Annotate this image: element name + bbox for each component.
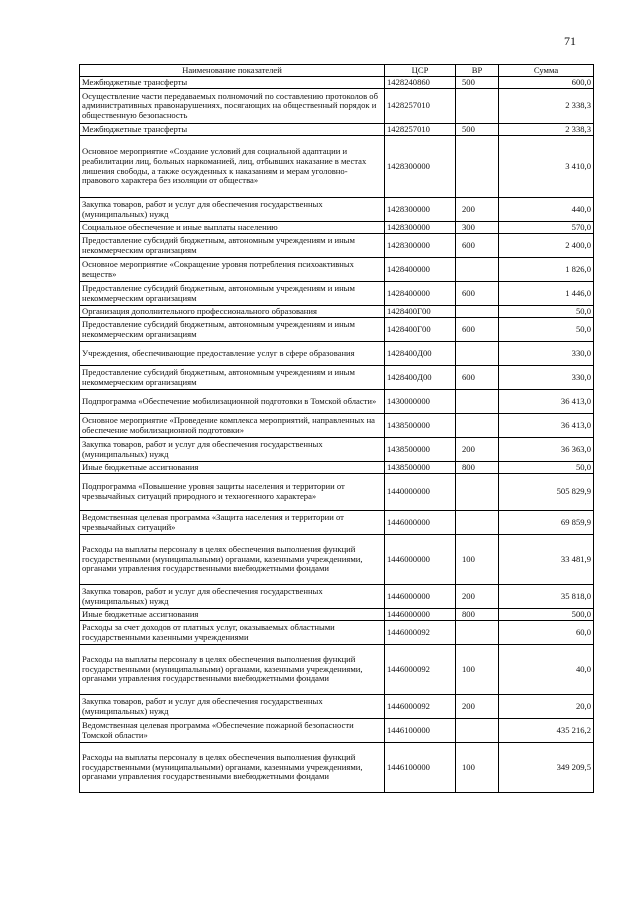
cell-name: Расходы на выплаты персоналу в целях обеспечения выполнения функций государственными (муниципальными) органами, казенными учреждениями, органами управления государственными внебюджетными фондами — [80, 743, 385, 793]
cell-vr: 800 — [456, 609, 499, 621]
table-row — [80, 511, 594, 535]
cell-sum: 40,0 — [499, 645, 594, 695]
cell-csr: 1446000092 — [385, 695, 456, 719]
cell-vr — [456, 89, 499, 124]
cell-vr: 600 — [456, 234, 499, 258]
cell-csr: 1428400Г00 — [385, 318, 456, 342]
table-row — [80, 609, 594, 621]
cell-name: Основное мероприятие «Проведение комплекса мероприятий, направленных на обеспечение мобилизационной подготовки» — [80, 414, 385, 438]
table-row — [80, 474, 594, 511]
table-row — [80, 695, 594, 719]
cell-vr — [456, 136, 499, 198]
cell-name: Предоставление субсидий бюджетным, автономным учреждениям и иным некоммерческим организациям — [80, 366, 385, 390]
cell-csr: 1446000000 — [385, 585, 456, 609]
cell-csr: 1446000000 — [385, 511, 456, 535]
cell-vr: 600 — [456, 282, 499, 306]
cell-csr: 1428400Д00 — [385, 366, 456, 390]
table-row — [80, 390, 594, 414]
table-header — [80, 65, 594, 77]
cell-sum: 2 338,3 — [499, 124, 594, 136]
cell-sum: 50,0 — [499, 462, 594, 474]
cell-sum: 505 829,9 — [499, 474, 594, 511]
cell-vr: 100 — [456, 535, 499, 585]
cell-vr — [456, 511, 499, 535]
cell-vr: 200 — [456, 438, 499, 462]
cell-csr: 1428400000 — [385, 258, 456, 282]
table-row — [80, 719, 594, 743]
table-row — [80, 136, 594, 198]
table-row — [80, 585, 594, 609]
cell-sum: 50,0 — [499, 318, 594, 342]
cell-vr — [456, 258, 499, 282]
cell-name: Осуществление части передаваемых полномочий по составлению протоколов об административных правонарушениях, посягающих на общественный порядок и общественную безопасность — [80, 89, 385, 124]
table-row — [80, 282, 594, 306]
table-row — [80, 318, 594, 342]
cell-csr: 1446000000 — [385, 609, 456, 621]
cell-vr — [456, 719, 499, 743]
header-name: Наименование показателей — [80, 65, 385, 77]
table-row — [80, 234, 594, 258]
cell-name: Учреждения, обеспечивающие предоставление услуг в сфере образования — [80, 342, 385, 366]
cell-csr: 1438500000 — [385, 462, 456, 474]
cell-sum: 36 413,0 — [499, 390, 594, 414]
cell-vr: 200 — [456, 198, 499, 222]
cell-sum: 69 859,9 — [499, 511, 594, 535]
cell-name: Межбюджетные трансферты — [80, 77, 385, 89]
header-vr: ВР — [456, 65, 499, 77]
cell-csr: 1446100000 — [385, 719, 456, 743]
cell-name: Подпрограмма «Повышение уровня защиты населения и территории от чрезвычайных ситуаций природного и техногенного характера» — [80, 474, 385, 511]
table-row — [80, 306, 594, 318]
cell-name: Предоставление субсидий бюджетным, автономным учреждениям и иным некоммерческим организациям — [80, 282, 385, 306]
table-row — [80, 222, 594, 234]
cell-sum: 330,0 — [499, 342, 594, 366]
cell-vr — [456, 306, 499, 318]
cell-csr: 1428300000 — [385, 198, 456, 222]
cell-name: Социальное обеспечение и иные выплаты населению — [80, 222, 385, 234]
cell-sum: 500,0 — [499, 609, 594, 621]
cell-sum: 36 413,0 — [499, 414, 594, 438]
cell-name: Иные бюджетные ассигнования — [80, 462, 385, 474]
table-row — [80, 438, 594, 462]
cell-csr: 1428240860 — [385, 77, 456, 89]
cell-name: Закупка товаров, работ и услуг для обеспечения государственных (муниципальных) нужд — [80, 585, 385, 609]
cell-vr: 100 — [456, 743, 499, 793]
cell-csr: 1428300000 — [385, 222, 456, 234]
cell-name: Закупка товаров, работ и услуг для обеспечения государственных (муниципальных) нужд — [80, 438, 385, 462]
cell-csr: 1428400Г00 — [385, 306, 456, 318]
cell-name: Расходы на выплаты персоналу в целях обеспечения выполнения функций государственными (муниципальными) органами, казенными учреждениями, органами управления государственными внебюджетными фондами — [80, 645, 385, 695]
table-row — [80, 645, 594, 695]
cell-sum: 20,0 — [499, 695, 594, 719]
cell-csr: 1428300000 — [385, 234, 456, 258]
cell-csr: 1428400Д00 — [385, 342, 456, 366]
cell-vr — [456, 621, 499, 645]
cell-vr: 800 — [456, 462, 499, 474]
header-sum: Сумма — [499, 65, 594, 77]
cell-vr: 500 — [456, 124, 499, 136]
cell-name: Основное мероприятие «Создание условий для социальной адаптации и реабилитации лиц, больных наркоманией, лиц, отбывших наказание в местах лишения свободы, а также осужденных к наказаниям и мерам уголовно-правового характера без изоляции от общества» — [80, 136, 385, 198]
cell-vr — [456, 474, 499, 511]
cell-sum: 570,0 — [499, 222, 594, 234]
cell-sum: 2 400,0 — [499, 234, 594, 258]
budget-table — [79, 64, 594, 793]
cell-name: Ведомственная целевая программа «Обеспечение пожарной безопасности Томской области» — [80, 719, 385, 743]
cell-name: Закупка товаров, работ и услуг для обеспечения государственных (муниципальных) нужд — [80, 198, 385, 222]
cell-vr: 600 — [456, 366, 499, 390]
cell-csr: 1428257010 — [385, 89, 456, 124]
cell-vr — [456, 342, 499, 366]
cell-csr: 1440000000 — [385, 474, 456, 511]
cell-csr: 1446000092 — [385, 621, 456, 645]
cell-sum: 435 216,2 — [499, 719, 594, 743]
cell-name: Расходы на выплаты персоналу в целях обеспечения выполнения функций государственными (муниципальными) органами, казенными учреждениями, органами управления государственными внебюджетными фондами — [80, 535, 385, 585]
cell-name: Иные бюджетные ассигнования — [80, 609, 385, 621]
cell-csr: 1428400000 — [385, 282, 456, 306]
cell-sum: 33 481,9 — [499, 535, 594, 585]
cell-csr: 1428257010 — [385, 124, 456, 136]
table-row — [80, 198, 594, 222]
cell-name: Основное мероприятие «Сокращение уровня потребления психоактивных веществ» — [80, 258, 385, 282]
cell-name: Ведомственная целевая программа «Защита населения и территории от чрезвычайных ситуаций» — [80, 511, 385, 535]
table-row — [80, 462, 594, 474]
table-row — [80, 124, 594, 136]
table-row — [80, 366, 594, 390]
header-row — [80, 65, 594, 77]
cell-csr: 1438500000 — [385, 414, 456, 438]
cell-csr: 1430000000 — [385, 390, 456, 414]
cell-vr: 100 — [456, 645, 499, 695]
cell-vr: 300 — [456, 222, 499, 234]
table-body — [80, 77, 594, 793]
cell-name: Предоставление субсидий бюджетным, автономным учреждениям и иным некоммерческим организациям — [80, 234, 385, 258]
cell-name: Межбюджетные трансферты — [80, 124, 385, 136]
cell-vr: 200 — [456, 695, 499, 719]
table-row — [80, 342, 594, 366]
cell-sum: 1 826,0 — [499, 258, 594, 282]
cell-vr: 200 — [456, 585, 499, 609]
table-row — [80, 414, 594, 438]
cell-sum: 35 818,0 — [499, 585, 594, 609]
cell-sum: 3 410,0 — [499, 136, 594, 198]
cell-vr: 500 — [456, 77, 499, 89]
cell-name: Расходы за счет доходов от платных услуг, оказываемых областными государственными казенными учреждениями — [80, 621, 385, 645]
cell-sum: 36 363,0 — [499, 438, 594, 462]
cell-vr: 600 — [456, 318, 499, 342]
cell-name: Предоставление субсидий бюджетным, автономным учреждениям и иным некоммерческим организациям — [80, 318, 385, 342]
table-row — [80, 743, 594, 793]
cell-name: Организация дополнительного профессионального образования — [80, 306, 385, 318]
table-row — [80, 77, 594, 89]
cell-csr: 1446000000 — [385, 535, 456, 585]
cell-csr: 1438500000 — [385, 438, 456, 462]
cell-vr — [456, 390, 499, 414]
cell-csr: 1446100000 — [385, 743, 456, 793]
table-row — [80, 89, 594, 124]
cell-sum: 60,0 — [499, 621, 594, 645]
cell-csr: 1446000092 — [385, 645, 456, 695]
cell-sum: 50,0 — [499, 306, 594, 318]
cell-sum: 349 209,5 — [499, 743, 594, 793]
cell-vr — [456, 414, 499, 438]
cell-csr: 1428300000 — [385, 136, 456, 198]
header-csr: ЦСР — [385, 65, 456, 77]
cell-name: Закупка товаров, работ и услуг для обеспечения государственных (муниципальных) нужд — [80, 695, 385, 719]
cell-sum: 440,0 — [499, 198, 594, 222]
cell-sum: 2 338,3 — [499, 89, 594, 124]
cell-name: Подпрограмма «Обеспечение мобилизационной подготовки в Томской области» — [80, 390, 385, 414]
page-number: 71 — [564, 34, 576, 48]
table-row — [80, 258, 594, 282]
cell-sum: 600,0 — [499, 77, 594, 89]
table-row — [80, 621, 594, 645]
table-row — [80, 535, 594, 585]
cell-sum: 330,0 — [499, 366, 594, 390]
cell-sum: 1 446,0 — [499, 282, 594, 306]
